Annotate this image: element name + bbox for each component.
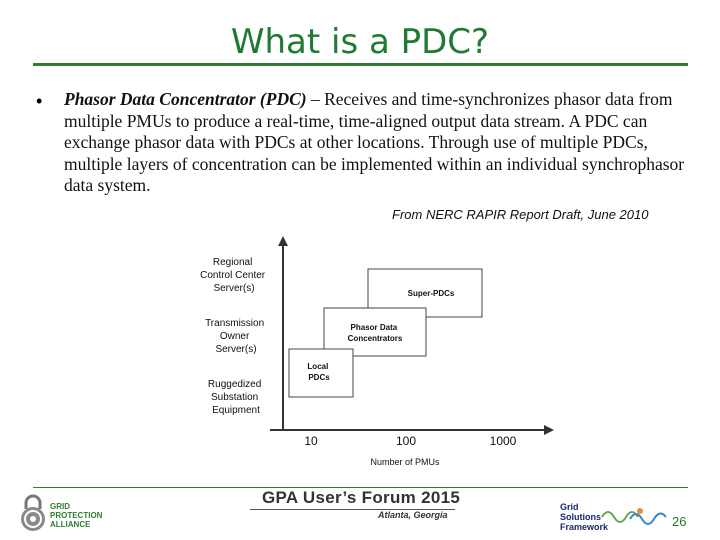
box-label-super: Super-PDCs [407,289,455,298]
y-label-line: Substation [210,392,259,403]
y-label-line: Transmission [205,318,265,329]
forum-location: Atlanta, Georgia [378,510,448,520]
definition-text: – Receives and time-synchronizes phasor data from multiple PMUs to produce a real-time, time-aligned output data stream. A PDC can exchange phasor data with PDCs at other locations. Through use of multiple PDCs, multiple layers of concentration can be implemented within an individual synchrophasor data system. [64,89,685,195]
source-citation: From NERC RAPIR Report Draft, June 2010 [392,207,649,222]
y-label-transmission [205,318,267,355]
box-label-line: Concentrators [347,334,403,343]
forum-title: GPA User’s Forum 2015 [262,488,461,507]
y-label-regional [200,257,268,294]
gsf-line: Framework [560,522,609,532]
bullet-marker: • [36,91,43,111]
y-label-line: Regional [212,257,253,268]
definition-term: Phasor Data Concentrator (PDC) [64,89,307,109]
gpa-line: PROTECTION [50,511,103,520]
x-axis-label: Number of PMUs [370,457,440,467]
x-tick-10: 10 [304,434,318,448]
gsf-line: Solutions [560,512,601,522]
y-label-line: Ruggedized [207,379,262,390]
slide-title: What is a PDC? [230,22,490,62]
y-label-substation [208,379,264,416]
box-label-line: PDCs [308,373,330,382]
x-tick-1000: 1000 [489,434,517,448]
definition-paragraph [64,89,694,197]
box-label-line: Phasor Data [350,323,398,332]
y-axis-arrow [278,236,288,246]
gpa-lock-logo-icon [18,493,48,533]
x-tick-100: 100 [395,434,417,448]
gsf-line: Grid [560,502,579,512]
box-label-line: Local [307,362,329,371]
y-label-line: Owner [219,331,250,342]
x-axis-arrow [544,425,554,435]
gpa-wordmark [50,502,102,529]
title-divider [33,63,688,66]
y-label-line: Server(s) [215,344,257,355]
gpa-line: ALLIANCE [50,520,91,529]
page-number: 26 [672,514,687,529]
pdc-hierarchy-diagram [190,232,570,472]
y-label-line: Equipment [212,405,260,416]
gsf-wave-logo-icon [600,505,670,527]
y-label-line: Server(s) [213,283,255,294]
y-label-line: Control Center [200,270,266,281]
gpa-line: GRID [50,502,70,511]
